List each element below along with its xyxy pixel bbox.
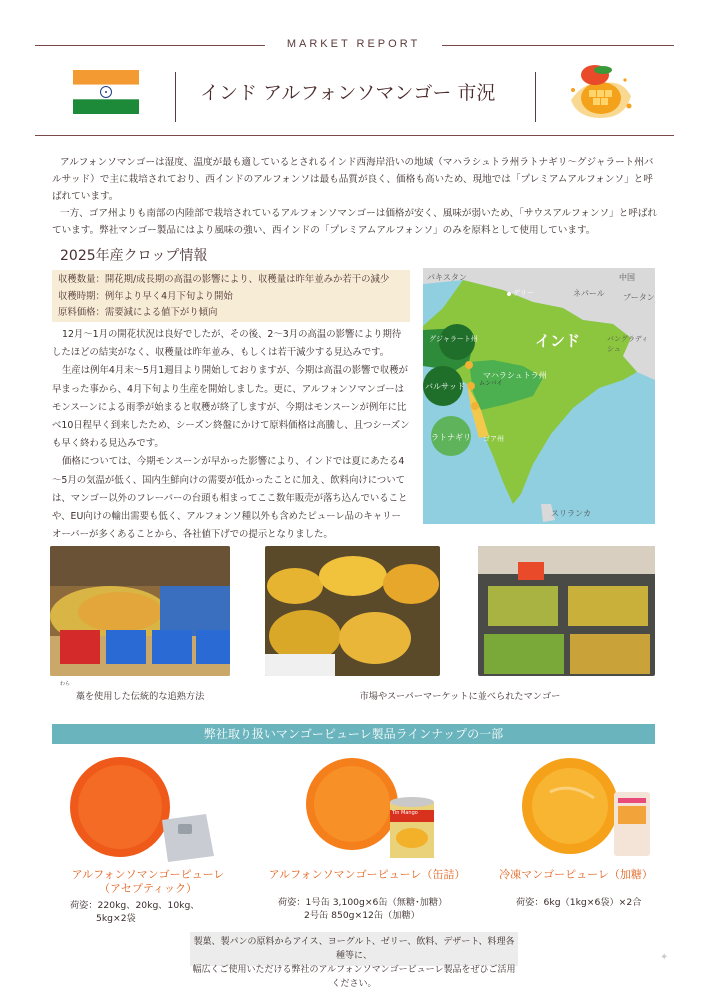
- product-desc-can: 荷姿：1号缶 3,100g×6缶（無糖･加糖） 2号缶 850g×12缶（加糖）: [278, 897, 448, 921]
- product-desc-frozen: 荷姿：6kg（1kg×6袋）×2合: [516, 897, 642, 908]
- mango-splash-icon: [565, 60, 637, 126]
- header-bottom-rule: [35, 135, 674, 136]
- crop-heading: 2025年産クロップ情報: [60, 248, 208, 264]
- footer-line: 製菓、製パンの原料からアイス、ヨーグルト、ゼリー、飲料、デザート、料理各種等に、: [193, 937, 515, 961]
- header-divider-right: [535, 72, 536, 122]
- map-label-india: インド: [535, 332, 581, 350]
- footer-line: 幅広くご使用いただける弊社のアルフォンソマンゴーピューレ製品をぜひご活用ください。: [192, 965, 516, 989]
- map-label-gujarat: グジャラート州: [429, 335, 478, 343]
- map-label-nepal: ネパール: [573, 289, 605, 298]
- product-image-can: [300, 752, 440, 864]
- india-flag: [73, 70, 139, 114]
- header-divider-left: [175, 72, 176, 122]
- caption-straw-ripening: 藁を使用した伝統的な追熟方法: [75, 691, 205, 702]
- intro-paragraph: アルフォンソマンゴーは湿度、温度が最も適しているとされるインド西海岸沿いの地域（マハラシュトラ州ラトナギリ～グジャラート州バルサッド）で主に栽培されており、西インドのアルフォンソは最も品質が良く、価格も高いため、現地では「プレミアムアルフォンソ」と呼ばれています。: [52, 157, 654, 202]
- intro-text: [52, 154, 662, 239]
- product-banner: 弊社取り扱いマンゴーピューレ製品ラインナップの一部: [52, 724, 655, 744]
- photo-straw-ripening: [50, 546, 230, 676]
- crop-paragraph: 12月～1月の開花状況は良好でしたが、その後、2～3月の高温の影響により期待したほどの結実がなく、収穫量は昨年並み、もしくは若干減少する見込みです。: [52, 329, 402, 359]
- map-label-goa: ゴア州: [483, 435, 504, 443]
- info-line-quantity: 収穫数量：開花期/成長期の高温の影響により、収穫量は昨年並みか若干の減少: [58, 274, 390, 285]
- can-label-text: Tin Mango: [392, 810, 418, 816]
- product-name-aseptic: アルフォンソマンゴーピューレ （アセプティック）: [71, 868, 225, 895]
- map-label-china: 中国: [619, 273, 635, 282]
- intro-paragraph: 一方、ゴア州よりも南部の内陸部で栽培されているアルフォンソマンゴーは価格が安く、風味が弱いため、「サウスアルフォンソ」と呼ばれています。弊社マンゴー製品にはより風味の強い、西インドの「プレミアムアルフォンソ」のみを原料として使用しています。: [52, 208, 658, 236]
- header-label: MARKET REPORT: [286, 38, 421, 50]
- decorative-star-icon: ✦: [660, 952, 669, 963]
- info-line-timing: 収穫時期：例年より早く4月下旬より開始: [58, 290, 233, 302]
- map-label-bangladesh: バングラディシュ: [607, 335, 649, 353]
- caption-straw-ruby: わら: [60, 681, 71, 687]
- map-label-maharashtra: マハラシュトラ州: [483, 371, 547, 380]
- crop-info-box: [52, 270, 410, 322]
- product-name-can: アルフォンソマンゴーピューレ（缶詰）: [268, 868, 466, 881]
- map-label-valsad: バルサッド: [425, 382, 465, 391]
- map-label-delhi: デリー: [513, 289, 534, 297]
- product-name-frozen: 冷凍マンゴーピューレ（加糖）: [499, 868, 653, 881]
- caption-market-mangoes: 市場やスーパーマーケットに並べられたマンゴー: [359, 691, 561, 702]
- map-label-mumbai: ムンバイ: [479, 380, 503, 387]
- product-desc-aseptic: 荷姿：220kg、20kg、10kg、 5kg×2袋: [70, 900, 200, 924]
- photo-market-mangoes: [265, 546, 440, 676]
- crop-paragraph: 生産は例年4月末～5月1週目より開始しておりますが、今期は高温の影響で収穫が早まった事から、4月下旬より生産を開始しました。更に、アルフォンソマンゴーはモンスーンによる雨季が始まると収穫が終了しますが、今期はモンスーンが例年に比べ10日程早く到来したため、シーズン終盤にかけて原料価格は高騰し、且つシーズンも早く終わる見込みです。: [52, 365, 410, 450]
- map-label-srilanka: スリランカ: [551, 509, 591, 518]
- crop-body: [52, 326, 410, 544]
- photo-supermarket-mangoes: [478, 546, 655, 676]
- footer-note: [190, 932, 518, 989]
- product-image-aseptic: [58, 752, 218, 864]
- map-label-pakistan: パキスタン: [427, 273, 467, 282]
- map-label-bhutan: ブータン: [623, 293, 655, 302]
- info-line-price: 原料価格：需要減による値下がり傾向: [58, 307, 218, 318]
- india-map: [423, 268, 655, 524]
- map-label-ratnagiri: ラトナギリ: [431, 433, 471, 442]
- crop-paragraph: 価格については、今期モンスーンが早かった影響により、インドでは夏にあたる4～5月の気温が低く、国内生鮮向けの需要が低かったことに加え、飲料向けについては、マンゴー以外のフレーバーの台頭も相まってここ数年販売が落ち込んでいることや、EU向けの輸出需要も低く、アルフォンソ種以外も含めたピューレ品のキャリーオーバーが多くあることから、各社値下げでの提示となりました。: [52, 456, 408, 541]
- product-image-frozen: [510, 752, 660, 864]
- page-title: インド アルフォンソマンゴー 市況: [200, 82, 496, 104]
